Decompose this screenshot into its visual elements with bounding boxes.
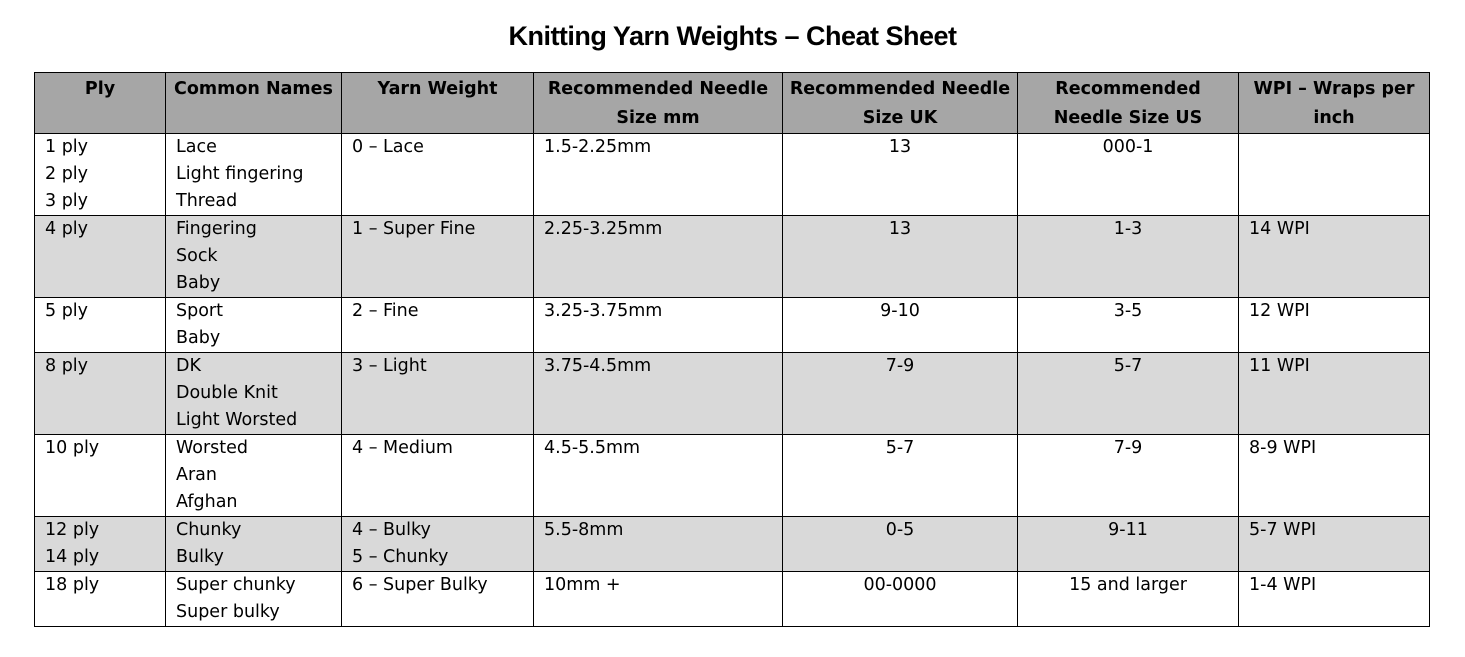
cell-text: Double Knit [176, 383, 278, 403]
cell-ply [35, 134, 166, 216]
cell-text: Light Worsted [176, 410, 298, 430]
cell-text: 10mm + [544, 575, 621, 595]
cell-common-names [166, 435, 342, 517]
cell-text: 8 ply [45, 356, 89, 376]
cell-common-names [166, 134, 342, 216]
cell-text: 2.25-3.25mm [544, 219, 663, 239]
cell-text: DK [176, 356, 201, 376]
cell-text: 10 ply [45, 438, 100, 458]
table-header [35, 73, 1430, 134]
cell-text: 1-4 WPI [1249, 575, 1317, 595]
cell-yarn-weight [342, 216, 534, 298]
cell-needle-mm [534, 353, 783, 435]
cell-needle-uk [783, 572, 1018, 627]
table-row [35, 517, 1430, 572]
cell-text: 1-3 [1113, 219, 1143, 239]
cell-text: 4 ply [45, 219, 89, 239]
cell-text: 2 – Fine [352, 301, 419, 321]
cell-text: Bulky [176, 547, 224, 567]
cell-yarn-weight [342, 353, 534, 435]
cell-text: 2 ply [45, 164, 89, 184]
cell-text: 12 WPI [1249, 301, 1310, 321]
cell-ply [35, 572, 166, 627]
yarn-weights-table [34, 72, 1430, 627]
cell-common-names [166, 298, 342, 353]
cell-text: 13 [888, 137, 912, 157]
cell-text: 0-5 [885, 520, 915, 540]
cell-needle-uk [783, 353, 1018, 435]
header-needle-mm: Recommended Needle Size mm [534, 73, 783, 134]
cell-yarn-weight [342, 517, 534, 572]
cell-text: 5-7 [885, 438, 915, 458]
cell-text: 4 – Bulky [352, 520, 431, 540]
cell-text: 4.5-5.5mm [544, 438, 641, 458]
cell-needle-us [1018, 134, 1239, 216]
cell-text: Sport [176, 301, 223, 321]
cell-text: 1 ply [45, 137, 89, 157]
cell-text: 11 WPI [1249, 356, 1310, 376]
cell-text: 9-10 [880, 301, 920, 321]
cell-text: Chunky [176, 520, 242, 540]
cell-needle-us [1018, 517, 1239, 572]
cell-wpi [1239, 517, 1430, 572]
cell-text: 9-11 [1108, 520, 1148, 540]
cell-needle-uk [783, 216, 1018, 298]
cell-text: 5 – Chunky [352, 547, 449, 567]
table-row [35, 298, 1430, 353]
header-wpi: WPI – Wraps per inch [1239, 73, 1430, 134]
table-row [35, 353, 1430, 435]
cell-yarn-weight [342, 134, 534, 216]
cell-needle-us [1018, 435, 1239, 517]
cell-ply [35, 435, 166, 517]
cell-text: Light fingering [176, 164, 304, 184]
cell-text: 3.25-3.75mm [544, 301, 663, 321]
cell-needle-mm [534, 298, 783, 353]
cell-text: 6 – Super Bulky [352, 575, 488, 595]
header-ply: Ply [35, 73, 166, 134]
cell-text: 7-9 [1113, 438, 1143, 458]
cell-text: 000-1 [1102, 137, 1154, 157]
cell-text: 14 ply [45, 547, 100, 567]
cell-text: 7-9 [885, 356, 915, 376]
cell-text: Worsted [176, 438, 249, 458]
cell-needle-uk [783, 435, 1018, 517]
cell-yarn-weight [342, 572, 534, 627]
cell-needle-uk [783, 134, 1018, 216]
cell-yarn-weight [342, 435, 534, 517]
cell-text: 18 ply [45, 575, 100, 595]
cell-text: Thread [176, 191, 238, 211]
cell-text: 1.5-2.25mm [544, 137, 652, 157]
cell-ply [35, 216, 166, 298]
table-row [35, 216, 1430, 298]
cell-needle-mm [534, 572, 783, 627]
cell-needle-uk [783, 298, 1018, 353]
cell-needle-mm [534, 435, 783, 517]
cell-text: Sock [176, 246, 218, 266]
cell-wpi [1239, 572, 1430, 627]
cell-text: 00-0000 [863, 575, 937, 595]
cell-text: 14 WPI [1249, 219, 1310, 239]
cell-text: Fingering [176, 219, 257, 239]
cell-needle-mm [534, 134, 783, 216]
header-common-names: Common Names [166, 73, 342, 134]
cell-wpi [1239, 353, 1430, 435]
cell-needle-us [1018, 572, 1239, 627]
cell-needle-us [1018, 353, 1239, 435]
cell-text: 12 ply [45, 520, 100, 540]
cell-text: 3 ply [45, 191, 89, 211]
cell-text: Baby [176, 273, 221, 293]
cell-common-names [166, 216, 342, 298]
header-needle-uk: Recommended Needle Size UK [783, 73, 1018, 134]
cell-text: Lace [176, 137, 217, 157]
cell-yarn-weight [342, 298, 534, 353]
cell-text: 3 – Light [352, 356, 427, 376]
header-yarn-weight: Yarn Weight [342, 73, 534, 134]
cell-text: 5.5-8mm [544, 520, 624, 540]
cell-text: Super chunky [176, 575, 296, 595]
cell-text: 15 and larger [1069, 575, 1187, 595]
cell-text: Baby [176, 328, 221, 348]
header-row [35, 73, 1430, 134]
cell-text: 5-7 [1113, 356, 1143, 376]
cell-text: 5-7 WPI [1249, 520, 1317, 540]
cell-text: 3.75-4.5mm [544, 356, 652, 376]
cell-text: Super bulky [176, 602, 280, 622]
cell-wpi [1239, 134, 1430, 216]
cell-text: 8-9 WPI [1249, 438, 1317, 458]
cell-text: Aran [176, 465, 217, 485]
cell-needle-uk [783, 517, 1018, 572]
header-needle-us: Recommended Needle Size US [1018, 73, 1239, 134]
cell-needle-mm [534, 216, 783, 298]
cell-text: 0 – Lace [352, 137, 424, 157]
cell-ply [35, 353, 166, 435]
cell-needle-mm [534, 517, 783, 572]
cell-text: 3-5 [1113, 301, 1143, 321]
cell-wpi [1239, 435, 1430, 517]
table-row [35, 435, 1430, 517]
cell-text: 1 – Super Fine [352, 219, 476, 239]
cell-wpi [1239, 298, 1430, 353]
page-title: Knitting Yarn Weights – Cheat Sheet [508, 21, 957, 51]
cell-needle-us [1018, 298, 1239, 353]
cell-ply [35, 517, 166, 572]
table-body [35, 134, 1430, 627]
cell-common-names [166, 572, 342, 627]
cell-ply [35, 298, 166, 353]
cell-wpi [1239, 216, 1430, 298]
cell-common-names [166, 353, 342, 435]
cell-needle-us [1018, 216, 1239, 298]
cell-text: 13 [888, 219, 912, 239]
table-row [35, 572, 1430, 627]
cell-text: Afghan [176, 492, 238, 512]
cell-text: 4 – Medium [352, 438, 453, 458]
table-row [35, 134, 1430, 216]
cell-text: 5 ply [45, 301, 89, 321]
cell-common-names [166, 517, 342, 572]
